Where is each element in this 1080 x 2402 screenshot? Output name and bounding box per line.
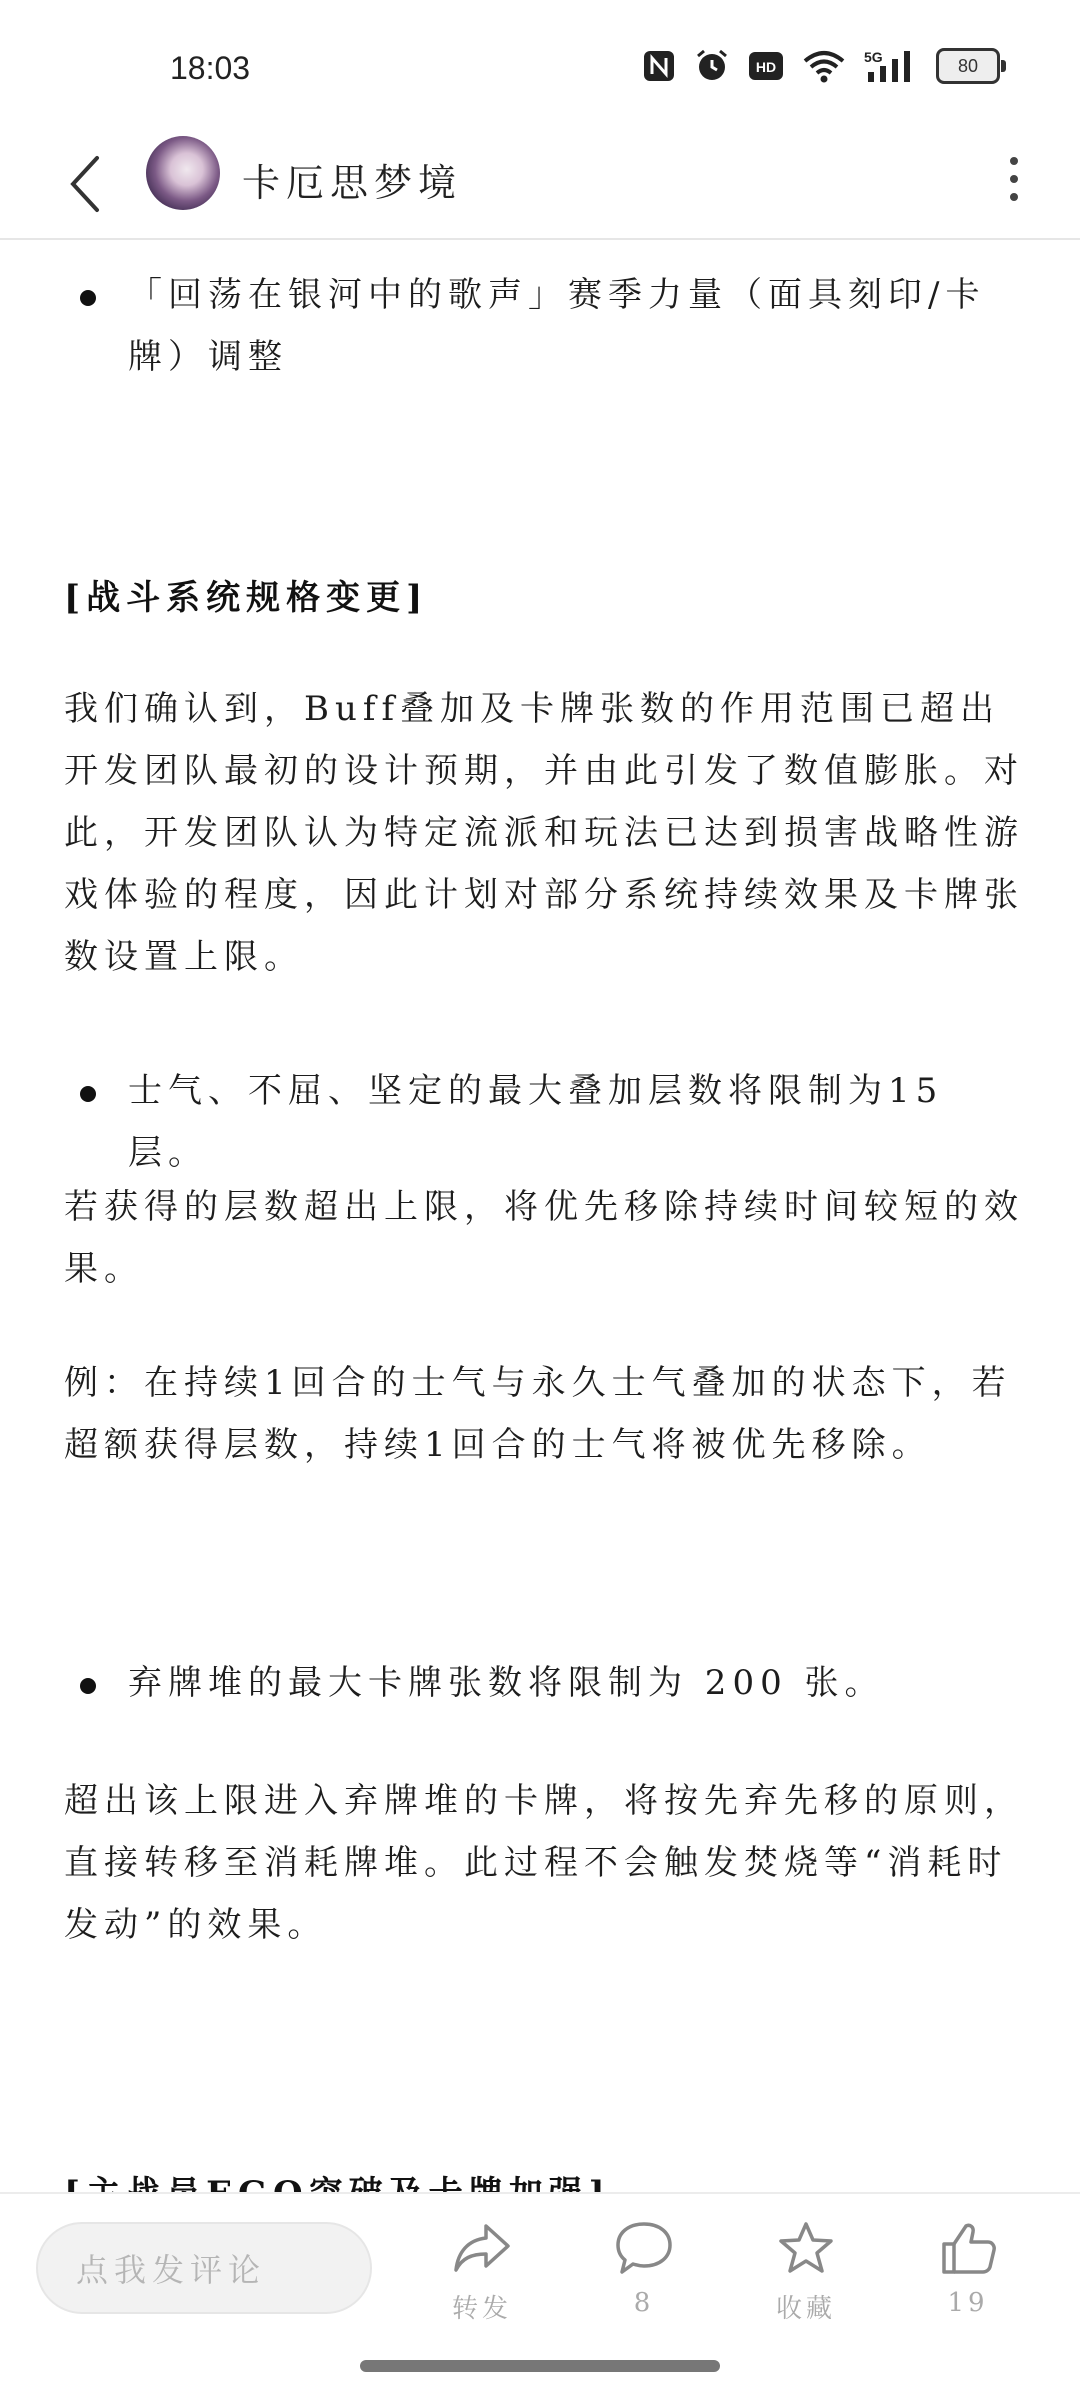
- comment-count: 8: [633, 2288, 655, 2318]
- comment-button[interactable]: [584, 2220, 704, 2318]
- list-item: [80, 1060, 1000, 1184]
- bullet-text: 弃牌堆的最大卡牌张数将限制为 200 张。: [128, 1663, 885, 1703]
- battery-level: 80: [957, 55, 979, 76]
- paragraph: [64, 1176, 1024, 1300]
- paragraph: [64, 1352, 1024, 1476]
- page-title[interactable]: 卡厄思梦境: [242, 161, 463, 205]
- like-button[interactable]: [908, 2220, 1028, 2318]
- home-indicator[interactable]: [360, 2360, 720, 2372]
- bullet-dot: [80, 1678, 96, 1694]
- more-icon-dot: [1010, 157, 1018, 165]
- alarm-icon: [694, 48, 730, 84]
- comment-icon: [614, 2220, 674, 2276]
- status-icons: [642, 48, 1000, 84]
- thumbs-up-icon: [938, 2220, 998, 2276]
- bullet-dot: [80, 1086, 96, 1102]
- share-icon: [452, 2220, 512, 2276]
- status-bar: [0, 0, 1080, 130]
- share-label: 转发: [451, 2294, 512, 2324]
- star-icon: [776, 2220, 836, 2276]
- header: [0, 130, 1080, 240]
- paragraph-text: 超出该上限进入弃牌堆的卡牌，将按先弃先移的原则，直接转移至消耗牌堆。此过程不会触发焚烧等“消耗时发动”的效果。: [64, 1781, 1024, 1945]
- network-label: 5G: [864, 49, 883, 65]
- back-button[interactable]: [50, 144, 120, 224]
- bullet-text: 「回荡在银河中的歌声」赛季力量（面具刻印/卡牌）调整: [128, 275, 986, 377]
- more-options-button[interactable]: [984, 144, 1044, 214]
- wifi-icon: [802, 49, 846, 83]
- bullet-text: 士气、不屈、坚定的最大叠加层数将限制为15层。: [128, 1071, 944, 1173]
- nfc-icon: [642, 49, 676, 83]
- status-time: 18:03: [170, 50, 251, 86]
- paragraph-text: 若获得的层数超出上限，将优先移除持续时间较短的效果。: [64, 1187, 1024, 1289]
- list-item: [80, 1652, 1000, 1714]
- paragraph-text: 例：在持续1回合的士气与永久士气叠加的状态下，若超额获得层数，持续1回合的士气将被优先移除。: [64, 1363, 1012, 1465]
- bullet-dot: [80, 290, 96, 306]
- like-count: 19: [947, 2288, 989, 2318]
- avatar[interactable]: [146, 136, 220, 210]
- section-title: [战斗系统规格变更]: [64, 578, 429, 618]
- share-button[interactable]: [422, 2220, 542, 2325]
- section-heading: [64, 570, 1024, 619]
- svg-text:HD: HD: [755, 59, 777, 75]
- hd-icon: [748, 51, 784, 81]
- chevron-left-icon: [65, 154, 105, 214]
- article-body: [0, 240, 1080, 2190]
- favorite-button[interactable]: [746, 2220, 866, 2325]
- more-icon-dot: [1010, 175, 1018, 183]
- 5g-signal-icon: [864, 48, 918, 84]
- comment-input[interactable]: 点我发评论: [36, 2222, 372, 2314]
- paragraph: [64, 1770, 1024, 1956]
- paragraph: [64, 678, 1024, 988]
- list-item: [80, 264, 1000, 388]
- battery-icon: [936, 48, 1000, 84]
- more-icon-dot: [1010, 193, 1018, 201]
- favorite-label: 收藏: [775, 2294, 836, 2324]
- paragraph-text: 我们确认到，Buff叠加及卡牌张数的作用范围已超出开发团队最初的设计预期，并由此引发了数值膨胀。对此，开发团队认为特定流派和玩法已达到损害战略性游戏体验的程度，因此计划对部分系统持续效果及卡牌张数设置上限。: [64, 689, 1024, 977]
